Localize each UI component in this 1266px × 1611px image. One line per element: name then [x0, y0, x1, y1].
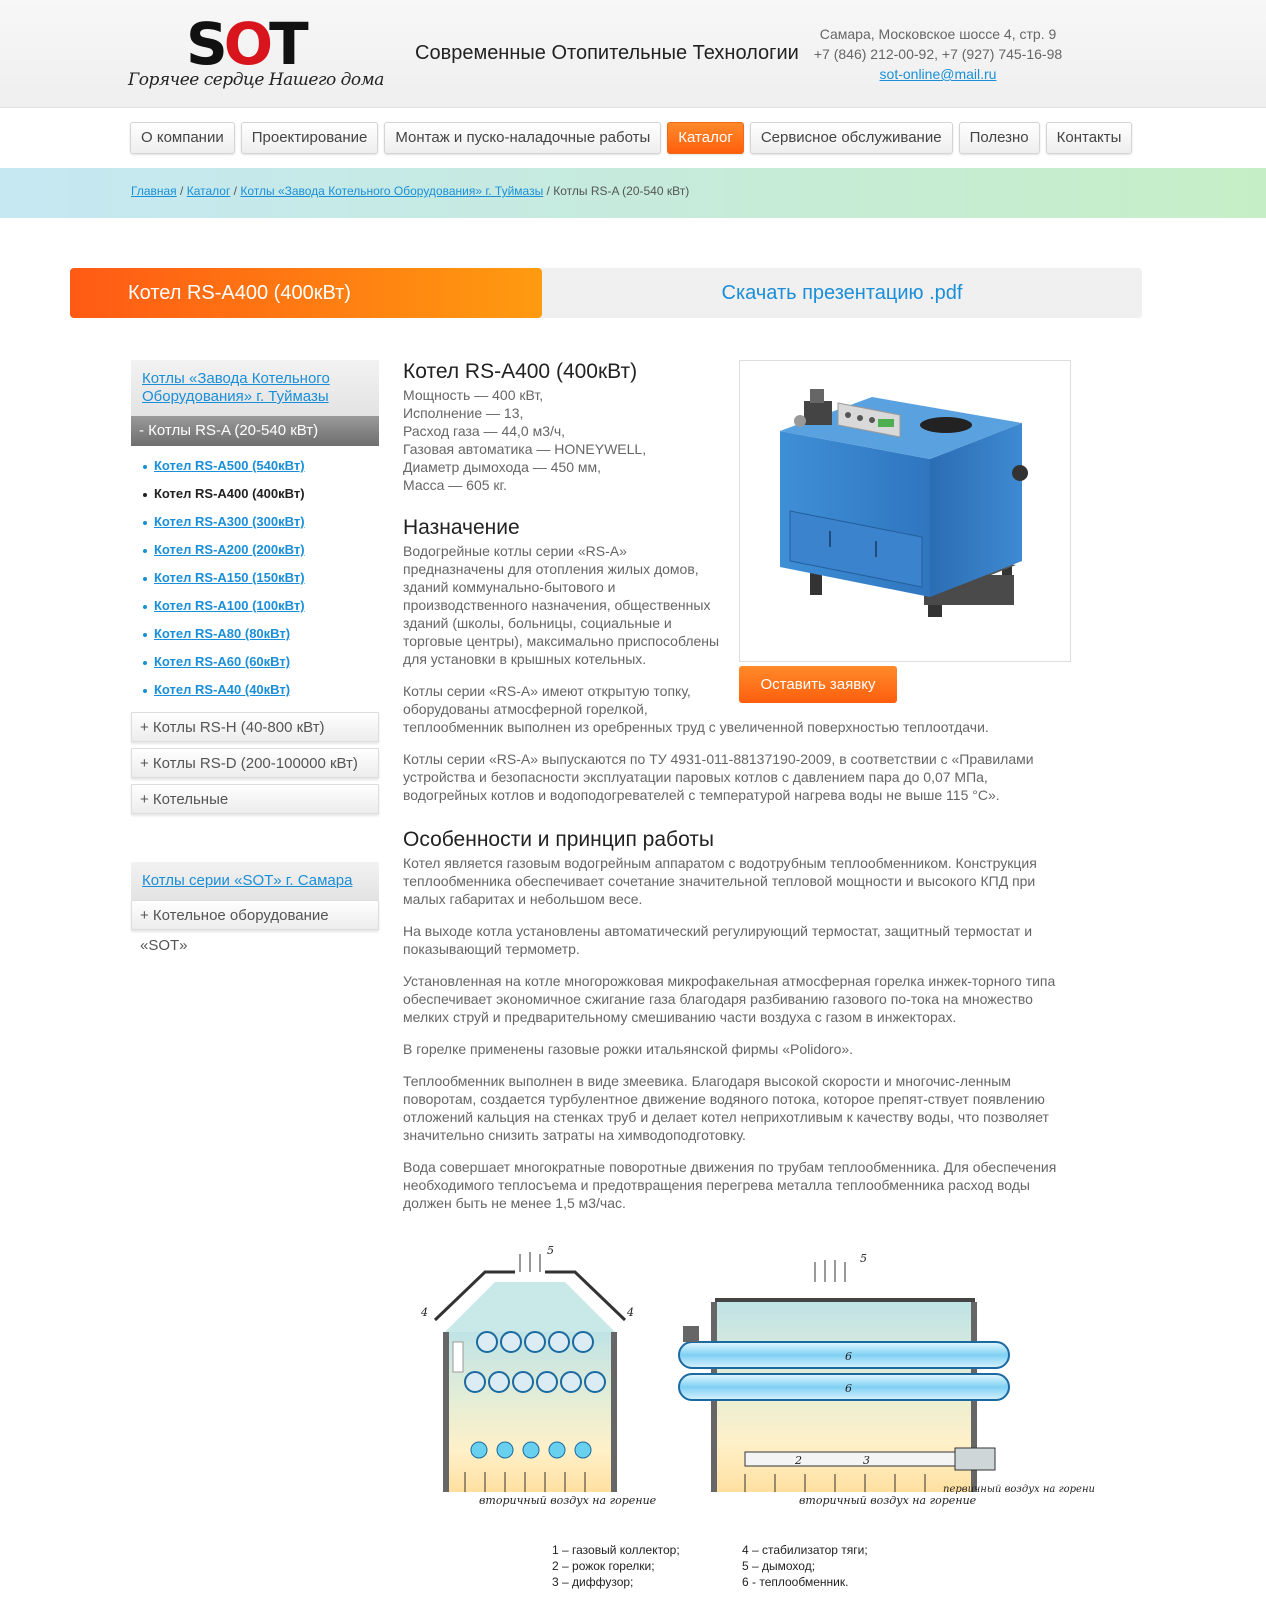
schematic-drawing [415, 1242, 1095, 1532]
breadcrumb-band [0, 168, 1266, 218]
phones: +7 (846) 212-00-92, +7 (927) 745-16-98 [813, 46, 1063, 62]
sidebar-product-list [131, 446, 379, 712]
nav-item-installation[interactable]: Монтаж и пуско-наладочные работы [384, 122, 661, 154]
features-paragraph-1: Котел является газовым водогрейным аппаратом с водотрубным теплообменником. Конструкция теплообменника обеспечивает сочетание значительной тепловой мощности и высокого КПД при малых габаритах и небольшом весе. [403, 855, 1037, 907]
bullet-icon [143, 605, 147, 609]
sidebar-item-rs-a40[interactable]: Котел RS-A40 (40кВт) [154, 682, 291, 697]
list-item [143, 452, 379, 480]
main-nav [0, 108, 1266, 168]
features-paragraph-6: Вода совершает многократные поворотные движения по трубам теплообменника. Для обеспечения необходимого теплосъема и предотвращения перегрева металла теплообменника расход воды должен быть не менее 1,5 м3/час. [403, 1159, 1057, 1211]
site-header [0, 0, 1266, 108]
nav-item-about[interactable]: О компании [130, 122, 235, 154]
spec-version: Исполнение — 13, [403, 405, 524, 421]
sidebar-section-rs-a[interactable]: - Котлы RS-A (20-540 кВт) [131, 416, 379, 446]
sidebar-item-rs-a200[interactable]: Котел RS-A200 (200кВт) [154, 542, 305, 557]
sidebar-group-header [131, 360, 379, 416]
nav-item-catalog[interactable]: Каталог [667, 122, 744, 154]
bullet-icon [143, 633, 147, 637]
breadcrumb-current: Котлы RS-A (20-540 кВт) [553, 184, 690, 198]
sidebar-group-header [131, 862, 379, 900]
list-item [143, 676, 379, 704]
secondary-air-label: вторичный воздух на горение [479, 1494, 657, 1507]
order-button[interactable]: Оставить заявку [739, 666, 897, 703]
sidebar-group-sot[interactable]: Котлы серии «SOT» г. Самара [142, 872, 353, 889]
sidebar-item-rs-a500[interactable]: Котел RS-A500 (540кВт) [154, 458, 305, 473]
schematic-label-4: 4 [421, 1306, 428, 1319]
schematic-label-5: 5 [547, 1244, 554, 1257]
nav-item-useful[interactable]: Полезно [959, 122, 1040, 154]
bullet-icon [143, 661, 147, 665]
spec-power: Мощность — 400 кВт, [403, 387, 544, 403]
bullet-icon [143, 465, 147, 469]
list-item [143, 592, 379, 620]
bullet-icon [143, 549, 147, 553]
secondary-air-label: вторичный воздух на горение [799, 1494, 977, 1507]
features-paragraph-2: На выходе котла установлены автоматический регулирующий термостат, защитный термостат и показывающий термометр. [403, 923, 1033, 957]
boiler-schematic [415, 1242, 1095, 1610]
schematic-label-6: 6 [845, 1382, 852, 1395]
sidebar-item-rs-a150[interactable]: Котел RS-A150 (150кВт) [154, 570, 305, 585]
features-paragraph-5: Теплообменник выполнен в виде змеевика. Благодаря высокой скорости и многочис-ленным поворотам, создается турбулентное движение водяного потока, которое препят-ствует появлению отложений кальция на стенках труб и делает котел неприхотливым к качеству воды, что позволяет значительно снизить затраты на химводоподготовку. [403, 1073, 1049, 1143]
spec-flue-diameter: Диаметр дымохода — 450 мм, [403, 459, 602, 475]
email-link[interactable]: sot-online@mail.ru [879, 66, 997, 82]
purpose-paragraph-1: Водогрейные котлы серии «RS-A» предназначены для отопления жилых домов, зданий коммунально-бытового и производственного назначения, общественных зданий (школы, больницы, социальные и торговые центры), максимально приспособлены для установки в крышных котельных. [403, 543, 720, 667]
logo-slogan: Горячее сердце Нашего дома [128, 70, 384, 90]
sidebar-item-rs-a100[interactable]: Котел RS-A100 (100кВт) [154, 598, 305, 613]
features-paragraph-3: Установленная на котле многорожковая микрофакельная атмосферная горелка инжек-торного типа обеспечивает экономичное сжигание газа благодаря разбиванию газового по-тока на множество мелких струй и предварительному смешиванию части воздуха с газом в инжекторах. [403, 973, 1056, 1025]
list-item [143, 536, 379, 564]
nav-item-design[interactable]: Проектирование [241, 122, 379, 154]
sidebar-item-rs-a300[interactable]: Котел RS-A300 (300кВт) [154, 514, 305, 529]
logo-mark: SOT [186, 10, 305, 78]
bullet-icon [143, 577, 147, 581]
features-paragraph-4: В горелке применены газовые рожки итальянской фирмы «Polidoro». [403, 1041, 854, 1057]
product-title-bar [70, 268, 1142, 318]
breadcrumb: Главная / Каталог / Котлы «Завода Котельного Оборудования» г. Туймазы / Котлы RS-A (20-540 кВт) [131, 184, 690, 198]
bullet-icon [143, 689, 147, 693]
schematic-label-2: 2 [795, 1454, 802, 1467]
list-item [143, 508, 379, 536]
schematic-label-5: 5 [860, 1252, 867, 1265]
sidebar-section-rs-h[interactable]: + Котлы RS-H (40-800 кВт) [131, 712, 379, 742]
nav-item-contacts[interactable]: Контакты [1046, 122, 1133, 154]
schematic-legend-right: 4 – стабилизатор тяги; 5 – дымоход; 6 - теплообменник. [742, 1543, 868, 1589]
schematic-label-4: 4 [627, 1306, 634, 1319]
site-title: Современные Отопительные Технологии [415, 42, 799, 64]
spec-weight: Масса — 605 кг. [403, 477, 507, 493]
spec-gas-automation: Газовая автоматика — HONEYWELL, [403, 441, 647, 457]
purpose-heading: Назначение [403, 516, 520, 539]
product-content [403, 360, 1068, 1226]
header-contacts [808, 24, 1068, 84]
list-item [143, 620, 379, 648]
list-item [143, 648, 379, 676]
schematic-label-6: 6 [845, 1350, 852, 1363]
features-heading: Особенности и принцип работы [403, 828, 715, 851]
purpose-paragraph-2: Котлы серии «RS-A» имеют открытую топку, оборудованы атмосферной горелкой, теплообменник выполнен из оребренных труд с увеличенной поверхностью теплоотдачи. [403, 683, 989, 735]
sidebar-section-boiler-rooms[interactable]: + Котельные [131, 784, 379, 814]
spec-gas-consumption: Расход газа — 44,0 м3/ч, [403, 423, 566, 439]
breadcrumb-catalog[interactable]: Каталог [186, 184, 231, 198]
product-heading: Котел RS-A400 (400кВт) [403, 360, 638, 383]
primary-air-label: первичный воздух на горение [943, 1484, 1095, 1495]
sidebar-group-tuimazy[interactable]: Котлы «Завода Котельного Оборудования» г. Туймазы [142, 370, 330, 405]
bullet-icon [143, 493, 147, 497]
purpose-paragraph-3: Котлы серии «RS-A» выпускаются по ТУ 4931-011-88137190-2009, в соответствии с «Правилами устройства и безопасности эксплуатации паровых котлов с давлением пара до 0,07 МПа, водогрейных котлов и водоподогревателей с температурой нагрева воды не выше 115 °С». [403, 751, 1034, 803]
sidebar-item-rs-a60[interactable]: Котел RS-A60 (60кВт) [154, 654, 291, 669]
schematic-label-3: 3 [863, 1454, 870, 1467]
nav-item-service[interactable]: Сервисное обслуживание [750, 122, 953, 154]
bullet-icon [143, 521, 147, 525]
breadcrumb-home[interactable]: Главная [131, 184, 177, 198]
address: Самара, Московское шоссе 4, стр. 9 [819, 26, 1057, 42]
product-specs [403, 386, 1068, 494]
schematic-legend-left: 1 – газовый коллектор; 2 – рожок горелки; 3 – диффузор; [552, 1543, 680, 1589]
site-logo[interactable] [128, 8, 384, 100]
breadcrumb-factory[interactable]: Котлы «Завода Котельного Оборудования» г. Туймазы [240, 184, 544, 198]
sidebar-item-rs-a400: Котел RS-A400 (400кВт) [154, 486, 305, 501]
sidebar-section-sot-equipment[interactable]: + Котельное оборудование «SOT» [131, 900, 379, 930]
list-item [143, 480, 379, 508]
sidebar-item-rs-a80[interactable]: Котел RS-A80 (80кВт) [154, 626, 291, 641]
catalog-sidebar [131, 360, 379, 954]
sidebar-section-rs-d[interactable]: + Котлы RS-D (200-100000 кВт) [131, 748, 379, 778]
product-title-tab: Котел RS-A400 (400кВт) [70, 268, 542, 318]
list-item [143, 564, 379, 592]
download-presentation-link[interactable]: Скачать презентацию .pdf [721, 282, 963, 304]
